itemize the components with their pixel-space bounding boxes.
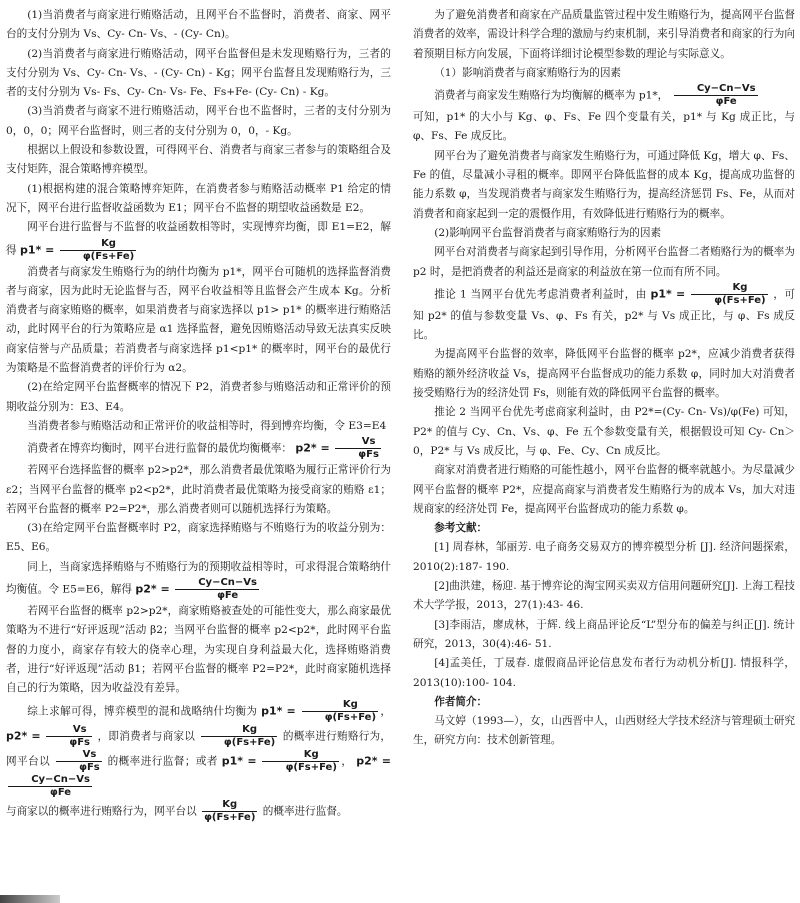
inline-text: 的概率进行贿赂行为，网平台以 bbox=[6, 730, 391, 767]
fraction bbox=[335, 436, 381, 461]
fraction-numerator: Kg bbox=[302, 699, 379, 712]
fraction bbox=[46, 724, 92, 749]
fraction bbox=[60, 238, 137, 263]
paragraph bbox=[6, 436, 391, 461]
fraction-denominator: φFs bbox=[69, 736, 90, 748]
fraction-numerator: Kg bbox=[262, 749, 339, 762]
right-column bbox=[413, 6, 795, 751]
author-title: 作者简介： bbox=[434, 695, 488, 708]
paragraph bbox=[6, 218, 391, 262]
equation-lhs: p2* = bbox=[295, 441, 330, 455]
paragraph: 消费者与商家发生贿赂行为的纳什均衡为 p1*，网平台可随机的选择监督消费者与商家，因为此时无论监督与否，网平台收益相等且监督会产生成本 Kg。分析消费者与商家贿赂的概率，如果消费者与商家选择以 p1> p1* 的概率进行贿赂活动，此时网平台的行为策略应是 α1 选择监督，避免因贿赂活动导致无法真实反映商家信誉与产品质量；若消费者与商家选择 p1<p1* 的概率时，网平台的最优行为策略是不监督消费者的评价行为 α2。 bbox=[6, 265, 391, 375]
equation-lhs: p2* = bbox=[135, 582, 170, 596]
paragraph: 当消费者参与贿赂活动和正常评价的收益相等时，得到博弈均衡，令 E3=E4 bbox=[27, 419, 387, 432]
fraction-denominator: φ(Fs+Fe) bbox=[223, 736, 276, 748]
paragraph: 为了避免消费者和商家在产品质量监管过程中发生贿赂行为，提高网平台监督消费者的效率，需设计科学合理的激励与约束机制，来引导消费者和商家的行为向着预期目标方向发展，下面将详细讨论模型参数的理论与实际意义。 bbox=[413, 9, 795, 60]
inline-text: ，即消费者与商家以 bbox=[97, 730, 196, 742]
reference-item: [3]李雨洁，廖成林，于辉. 线上商品评论反“L”型分布的偏差与纠正[J]. 统计研究，2013，30(4):46- 51. bbox=[413, 618, 795, 650]
inline-text: 的概率进行监督；或者 bbox=[107, 755, 218, 767]
inline-text: 推论 1 当网平台优先考虑消费者利益时，由 bbox=[434, 288, 647, 301]
fraction-numerator: Kg bbox=[201, 724, 278, 737]
fraction-numerator: Vs bbox=[46, 724, 92, 737]
paragraph: (2)在给定网平台监督概率的情况下 P2，消费者参与贿赂活动和正常评价的预期收益分别为：E3、E4。 bbox=[6, 381, 391, 413]
inline-text: 网平台进行监督与不监督的收益函数相等时，实现博弈均衡，即 E1=E2，解得 bbox=[6, 221, 391, 257]
fraction bbox=[8, 774, 92, 799]
equation-lhs: p1* = bbox=[19, 243, 55, 257]
paragraph: 为提高网平台监督的效率，降低网平台监督的概率 p2*，应减少消费者获得贿赂的额外经济收益 Vs，提高网平台监督成功的能力系数 φ，同时加大对消费者接受贿赂行为的经济处罚 Fs，则能有效的降低网平台监督的概率。 bbox=[413, 348, 795, 400]
fraction bbox=[56, 749, 102, 774]
fraction-denominator: φFs bbox=[358, 449, 379, 461]
fraction bbox=[202, 799, 257, 824]
fraction-numerator: Cy−Cn−Vs bbox=[8, 774, 92, 787]
fraction-numerator: Cy−Cn−Vs bbox=[175, 577, 259, 590]
equation-lhs: p2* = bbox=[6, 729, 41, 742]
fraction-denominator: φ(Fs+Fe) bbox=[324, 711, 377, 723]
page-footer-bar bbox=[0, 895, 60, 903]
paragraph: (1)当消费者与商家进行贿赂活动，且网平台不监督时，消费者、商家、网平台的支付分别为 Vs、Cy- Cn- Vs、- (Cy- Cn)。 bbox=[6, 9, 391, 41]
fraction bbox=[691, 282, 768, 307]
fraction-denominator: φFs bbox=[79, 761, 100, 773]
equation-lhs: p2* = bbox=[356, 754, 391, 767]
paragraph bbox=[6, 799, 391, 824]
inline-text: 消费者与商家发生贿赂行为均衡解的概率为 p1*， bbox=[434, 89, 669, 102]
paragraph: (3)当消费者与商家不进行贿赂活动，网平台也不监督时，三者的支付分别为 0，0，0；网平台监督时，则三者的支付分别为 0，0，- Kg。 bbox=[6, 105, 391, 137]
paragraph: (3)在给定网平台监督概率时 P2，商家选择贿赂与不贿赂行为的收益分别为：E5、E6。 bbox=[6, 522, 391, 554]
fraction-numerator: Vs bbox=[335, 436, 381, 449]
equation-lhs: p1* = bbox=[650, 287, 686, 301]
inline-text: 综上求解可得，博弈模型的混和战略纳什均衡为 bbox=[27, 705, 258, 717]
paragraph: 网平台对消费者与商家起到引导作用，分析网平台监督二者贿赂行为的概率为 p2 时，是把消费者的利益还是商家的利益放在第一位而有所不同。 bbox=[413, 246, 795, 278]
paragraph bbox=[413, 282, 795, 346]
inline-text: 消费者在博弈均衡时，网平台进行监督的最优均衡概率： bbox=[27, 442, 293, 455]
fraction-denominator: φ(Fs+Fe) bbox=[714, 294, 766, 306]
fraction-denominator: φFe bbox=[715, 96, 737, 108]
paragraph: 若网平台选择监督的概率 p2>p2*，那么消费者最优策略为履行正常评价行为 ε2；当网平台监督的概率 p2<p2*，此时消费者最优策略为接受商家的贿赂 ε1；若网平台监督的概率 P2=P2*，那么消费者则可以随机选择行为策略。 bbox=[6, 464, 391, 515]
fraction-denominator: φFe bbox=[217, 590, 239, 602]
section-heading: (2)影响网平台监督消费者与商家贿赂行为的因素 bbox=[434, 226, 662, 239]
paragraph bbox=[6, 558, 391, 602]
paragraph: 若网平台监督的概率 p2>p2*，商家贿赂被查处的可能性变大，那么商家最优策略为不进行“好评返现”活动 β2；当网平台监督的概率 p2<p2*，此时网平台监督的力度小，商家存有较大的侥幸心理，为实现自身利益最大化，选择贿赂消费者，进行“好评返现”活动 β1；若网平台监督的概率 P2=P2*，此时商家随机选择自己的行为策略，因为收益没有差异。 bbox=[6, 605, 391, 695]
fraction bbox=[175, 577, 259, 602]
fraction-numerator: Kg bbox=[60, 238, 137, 251]
fraction bbox=[302, 699, 379, 724]
equation-lhs: p1* = bbox=[261, 704, 296, 717]
references-title: 参考文献： bbox=[434, 522, 488, 535]
fraction bbox=[201, 724, 278, 749]
inline-text: 的概率进行监督。 bbox=[262, 805, 348, 817]
paragraph bbox=[413, 83, 795, 108]
reference-item: [1] 周春林，邹丽芳. 电子商务交易双方的博弈模型分析 [J]. 经济问题探索，2010(2):187- 190. bbox=[413, 541, 795, 573]
paragraph: 商家对消费者进行贿赂的可能性越小，网平台监督的概率就越小。为尽量减少网平台监督的概率 P2*，应提高商家与消费者发生贿赂行为的成本 Vs，加大对违规商家的经济处罚 Fe，提高网平台监督成功的能力系数 φ。 bbox=[413, 464, 795, 515]
paragraph: 根据以上假设和参数设置，可得网平台、消费者与商家三者参与的策略组合及支付矩阵，混合策略博弈模型。 bbox=[6, 144, 391, 176]
paragraph: (1)根据构建的混合策略博弈矩阵，在消费者参与贿赂活动概率 P1 给定的情况下，网平台进行监督收益函数为 E1；网平台不监督的期望收益函数是 E2。 bbox=[6, 182, 391, 214]
equation-lhs: p1* = bbox=[221, 754, 257, 767]
paragraph: 综上求解可得，博弈模型的混和战略纳什均衡为 p1* = $\frac{Kg}{\varphi(Fs+Fe)}$ ， p2* = $\frac{Vs}{\text{φFs}}$ ，即消费者与商家以 $\frac{Kg}{\varphi(Fs+Fe)}$ 的概率进行贿赂行为，网平台以 $\frac{Vs}{\text{φFs}}$ 的概率进行监督；或者 p1* = $\frac{Kg}{\varphi(Fs+Fe)}$ ， p2* = $\frac{Cy-Cn-Vs}{\text{φFe}}$ bbox=[6, 698, 392, 798]
fraction-numerator: Vs bbox=[56, 749, 102, 762]
fraction bbox=[674, 83, 758, 108]
paragraph: 可知，p1* 的大小与 Kg、φ、Fs、Fe 四个变量有关，p1* 与 Kg 成正比，与 φ、Fs、Fe 成反比。 bbox=[413, 111, 795, 143]
inline-text: ，可知 p2* 的值与参数变量 Vs、φ、Fs 有关，p2* 与 Vs 成正比，与 φ、Fs 成反比。 bbox=[413, 288, 796, 342]
fraction-denominator: φ(Fs+Fe) bbox=[285, 761, 337, 773]
fraction bbox=[262, 749, 339, 774]
fraction-numerator: Kg bbox=[691, 282, 768, 295]
fraction-denominator: φ(Fs+Fe) bbox=[82, 250, 135, 262]
fraction-denominator: φ(Fs+Fe) bbox=[204, 811, 256, 823]
paragraph: (2)当消费者与商家进行贿赂活动，网平台监督但是未发现贿赂行为，三者的支付分别为 Vs、Cy- Cn- Vs、- (Cy- Cn) - Kg；网平台监督且发现贿赂行为，三者的支付分别为 Vs- Fs、Cy- Cn- Vs- Fe、Fs+Fe- (Cy- Cn) - Kg。 bbox=[6, 47, 391, 99]
paragraph: 网平台为了避免消费者与商家发生贿赂行为，可通过降低 Kg，增大 φ、Fs、Fe 的值，尽量减小寻租的概率。即网平台降低监督的成本 Kg，提高成功监督的能力系数 φ，当发现消费者与商家发生贿赂行为，提高经济惩罚 Fs、Fe，从而对消费者和商家起到一定的震慑作用，有效降低进行贿赂行为的概率。 bbox=[413, 149, 795, 220]
fraction-numerator: Cy−Cn−Vs bbox=[674, 83, 758, 96]
inline-text: 同上，当商家选择贿赂与不贿赂行为的预期收益相等时，可求得混合策略纳什均衡值。令 E5=E6，解得 bbox=[6, 560, 391, 596]
section-heading: （1）影响消费者与商家贿赂行为的因素 bbox=[434, 66, 622, 79]
fraction-numerator: Kg bbox=[202, 799, 257, 812]
left-column bbox=[6, 6, 391, 824]
reference-item: [2]曲洪建，杨迎. 基于博弈论的淘宝网买卖双方信用问题研究[J]. 上海工程技术大学学报，2013，27(1):43- 46. bbox=[413, 580, 795, 612]
reference-item: [4]孟美任，丁晟春. 虚假商品评论信息发布者行为动机分析[J]. 情报科学，2013(10):100- 104. bbox=[413, 657, 795, 689]
fraction-denominator: φFe bbox=[50, 786, 72, 798]
author-bio: 马文婷（1993—），女，山西晋中人，山西财经大学技术经济与管理硕士研究生，研究方向：技术创新管理。 bbox=[413, 715, 795, 747]
inline-text: 与商家以的概率进行贿赂行为，网平台以 bbox=[6, 805, 197, 817]
paragraph: 推论 2 当网平台优先考虑商家利益时，由 P2*=(Cy- Cn- Vs)/φ(Fe) 可知，P2* 的值与 Cy、Cn、Vs、φ、Fe 五个参数变量有关，根据假设可知 Cy- Cn＞0，P2* 与 Vs 成反比，与 φ、Fe、Cy、Cn 成反比。 bbox=[413, 406, 795, 457]
